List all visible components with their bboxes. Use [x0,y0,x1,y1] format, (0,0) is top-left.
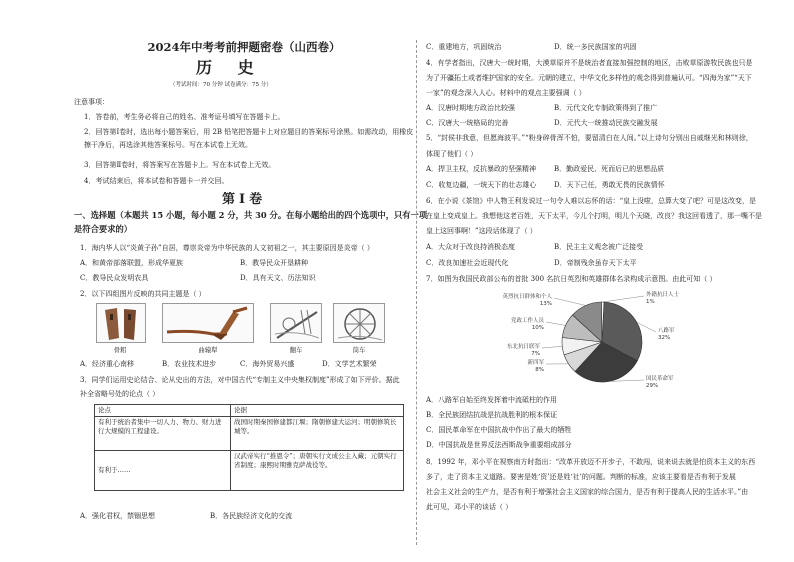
q3-stem: 补全省略号处的论点（ ） [80,390,160,398]
q4-stem: 为了开疆拓土或者维护国家的安全。元朝的建立，中华文化多样性的观念得到普遍认可。“四海为家”“天下 [426,74,752,82]
caption-square-pallet: 翻车 [289,347,303,354]
q6-stem: 6．在小说《茶馆》中人物王利发说过一句令人难以忘怀的话：“皇上没啦，总算大变了吧？可是这改变，是 [426,197,757,205]
q6-option-b: B．民主主义观念被广泛接受 [554,243,644,251]
pie-slice-value: 32% [658,335,671,341]
q6-option-c: C．改良加速社会近现代化 [426,259,509,267]
table-cell: 汉武帝实行“推恩令”；唐朝实行文成公主入藏；元朝实行省制度；康熙时期雅克萨战役等。 [231,451,404,491]
bone-spade-image [96,303,146,343]
column-divider [416,40,417,545]
q3-option-b: B．各民族经济文化的交流 [210,512,293,520]
pie-slice-label: 国民革命军 [646,376,674,382]
pie-slice-value: 1% [646,299,655,305]
square-pallet-image [270,303,322,343]
q8-stem: 8．1992 年，邓小平在视察南方时指出：“改革开放迈不开步子，不敢闯，说来说去就是怕资本主义的东西 [426,458,756,466]
bone-spade-icon [97,304,146,343]
curved-plow-image [162,303,254,343]
exam-title: 2024年中考考前押题密卷（山西卷） [147,40,341,54]
table-cell: 战国时期秦国修建都江堰；隋朝修建大运河；明朝修筑长城等。 [231,417,404,451]
q4-option-d: D．元代大一统推动民族交融发展 [554,119,658,127]
section-instruction: 是符合要求的） [74,224,133,234]
pie-slice-value: 8% [535,367,544,373]
table-cell: 有利于…… [95,451,231,491]
subject-title: 历 史 [196,58,264,77]
q4-stem: 4．有学者指出，汉唐大一统时期，大漠草原并不是统治者直接加强控制的地区，击败草原游牧民族也只是 [426,59,753,67]
q6-stem: 在皇上变成皇上。我想他这老百姓，天下太平，今儿个打明，明儿个天晓，改良？我这回看透了，那一嘴不是 [426,212,762,220]
pie-slice-label: 新四军 [527,360,544,366]
pie-leader-line [554,298,586,305]
table-row [95,451,404,491]
q7-option-a: A．八路军自始至终发挥着中流砥柱的作用 [426,396,558,404]
q3-table [94,404,404,491]
q4-stem: 一家”的观念深入人心。材料中的观点主要强调（ ） [426,89,586,97]
q7-option-c: C．国民革命军在中国抗战中作出了最大的牺牲 [426,426,572,434]
q1-option-b: B．教导民众开垦耕种 [240,259,309,267]
q5-option-b: B．勤政爱民、死而后已的思想品质 [554,165,665,173]
tube-wheel-image [333,303,385,343]
right-column [424,0,760,562]
pie-slice-label: 八路军 [658,328,675,334]
pie-slice-value: 29% [646,383,659,389]
q7-option-b: B．全民族团结抗战是抗战胜利的根本保证 [426,411,558,419]
q2-option-d: D．文学艺术繁荣 [322,360,377,368]
caption-tube-wheel: 筒车 [352,347,366,354]
tube-wheel-icon [334,304,385,343]
caption-curved-plow: 曲辕犁 [198,347,218,354]
q7-stem: 7．如图为我国民政部公布的首批 300 名抗日英烈和英雄群体名录构成示意图。由此可知（ ） [426,275,717,283]
q3-stem: 3．同学们运用史论结合、论从史出的方法，对中国古代“专制主义中央集权制度”形成了如下评价。据此 [80,376,400,384]
note-item: 2．回答第Ⅰ卷时，选出每小题答案后，用 2B 铅笔把答题卡上对应题目的答案标号涂黑。如需改动，用橡皮 [84,128,414,136]
q7-option-d: D．中国抗战是世界反法西斯战争重要组成部分 [426,441,572,449]
exam-info: （考试时间：70 分钟 试卷满分：75 分） [170,82,272,88]
section-title: 第Ⅰ卷 [222,192,267,207]
q5-stem: 体现了他们（ ） [426,150,478,158]
q2-option-a: A．经济重心南移 [80,360,135,368]
q5-option-c: C．收复边疆，一统天下的壮志雄心 [426,181,537,189]
pie-slice-value: 10% [531,325,544,331]
q1-option-a: A．和黄帝部落联盟，形成华夏族 [80,259,184,267]
q5-option-d: D．天下己任，勇敢无畏的民族情怀 [554,181,665,189]
q7-pie-chart [494,288,724,392]
table-header: 论点 [95,405,231,417]
q6-option-a: A．大众对于改良持消极态度 [426,243,516,251]
q8-stem: 此可见，邓小平的谈话（ ） [426,503,513,511]
pie-leader-line [546,322,566,325]
q6-option-d: D．帝制残余虽存天下太平 [554,259,637,267]
q1-option-d: D．具有天文、历法知识 [240,274,316,282]
q2-stem: 2．以下四组图片反映的共同主题是（ ） [80,290,206,298]
q1-option-c: C．教导民众发明农具 [80,274,149,282]
table-cell: 有利于统治者集中一切人力、物力、财力进行大规模的工程建设。 [95,417,231,451]
left-column [74,0,428,562]
q4-option-a: A．汉唐时期地方政治比较强 [426,104,516,112]
pie-slice-label: 英烈抗日群体和个人 [502,294,552,300]
section-instruction: 一、选择题（本题共 15 小题，每小题 2 分，共 30 分。在每小题给出的四个选项中，只有一项 [74,210,428,220]
plow-icon [163,304,254,343]
pie-slice-value: 13% [539,301,552,307]
q8-stem: 社会主义社会的生产力，是否有利于增强社会主义国家的综合国力，是否有利于提高人民的生活水平。”由 [426,488,749,496]
q4-option-b: B．元代文化专制政策得到了推广 [554,104,658,112]
table-row [95,417,404,451]
q2-option-c: C．海外贸易兴盛 [240,360,295,368]
q6-stem: 皇上这回事啊！”这段话体现了（ ） [426,227,537,235]
pie-slice-label: 外籍抗日人士 [646,292,680,298]
pie-leader-line [542,346,562,348]
q8-stem: 多了，走了资本主义道路。要害是姓‘资’还是姓‘社’的问题。判断的标准，应该主要看是否有利于发展 [426,473,736,481]
notes-heading: 注意事项： [74,98,109,106]
pie-slice-label: 东北抗日联军 [506,344,540,350]
q1-stem: 1．海内华人以“炎黄子孙”自居，尊崇炎帝为中华民族的人文初祖之一，其主要原因是炎帝（ ） [80,244,374,252]
waterwheel-sketch-icon [271,304,322,343]
q3-option-c: C．重建地方，巩固统治 [426,43,502,51]
pie-slice-value: 7% [531,351,540,357]
q3-option-a: A．强化君权，禁锢思想 [80,512,156,520]
note-item: 1．答卷前，考生务必将自己的姓名、准考证号填写在答题卡上。 [84,113,285,121]
note-item: 擦干净后，再选涂其他答案标号。写在本试卷上无效。 [84,141,252,149]
note-item: 3．回答第Ⅱ卷时，将答案写在答题卡上。写在本试卷上无效。 [84,161,276,169]
q5-option-a: A．捍卫主权，反抗暴政的坚强精神 [426,165,537,173]
table-header-row [95,405,404,417]
table-header: 论据 [231,405,404,417]
pie-leader-line [603,296,644,302]
pie-slice-label: 党政工作人员 [510,318,544,324]
caption-bone-spade: 骨耜 [113,347,127,354]
q2-option-b: B．农业技术进步 [162,360,217,368]
q5-stem: 5．“封侯非我意，但愿海波平。”“粉身碎骨浑不怕，要留清白在人间。”以上诗句分别出自戚继光和林则徐， [426,134,753,142]
q3-option-d: D．统一多民族国家的巩固 [554,43,637,51]
note-item: 4．考试结束后，将本试卷和答题卡一并交回。 [84,177,229,185]
q4-option-c: C．汉唐大一统格局的完善 [426,119,509,127]
